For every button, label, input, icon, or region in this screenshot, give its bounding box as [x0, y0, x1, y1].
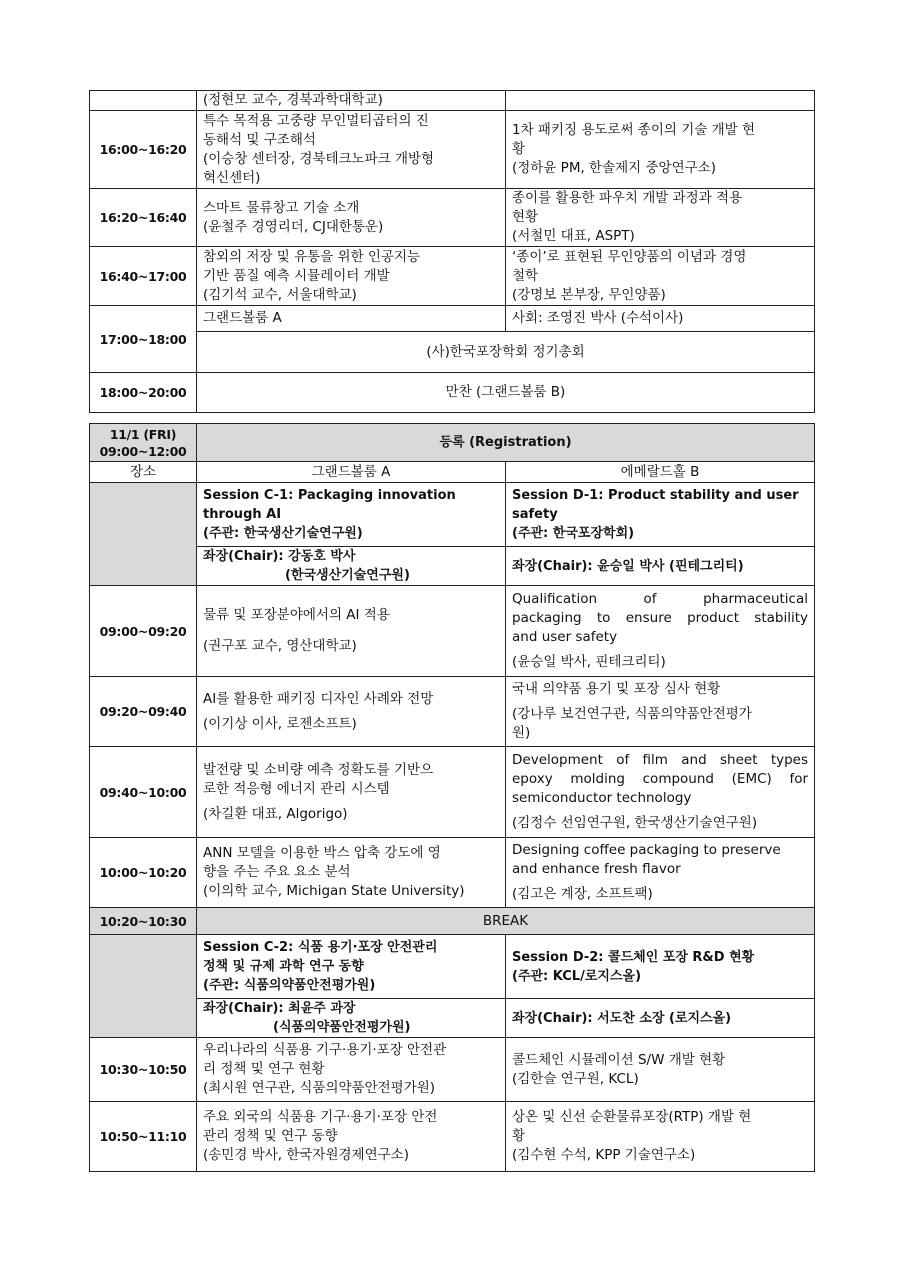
talk-cell: 발전량 및 소비량 예측 정확도를 기반으 로한 적응형 에너지 관리 시스템 (차길환 대표, Algorigo)	[197, 747, 506, 838]
host-cell: 사회: 조영진 박사 (수석이사)	[506, 306, 815, 332]
talk-cell: 스마트 물류창고 기술 소개 (윤철주 경영리더, CJ대한통운)	[197, 189, 506, 247]
talk-cell: Development of film and sheet types epoxy molding compound (EMC) for semiconductor technology (김정수 선임연구원, 한국생산기술연구원)	[506, 747, 815, 838]
talk-cell: (정현모 교수, 경북과학대학교)	[197, 91, 506, 111]
talk-cell	[506, 91, 815, 111]
schedule-table-nov1	[89, 423, 815, 1172]
session-c1-title: Session C-1: Packaging innovation through AI (주관: 한국생산기술연구원)	[197, 483, 506, 547]
session-d1-chair: 좌장(Chair): 윤승일 박사 (핀테그리티)	[506, 547, 815, 586]
session-d1-title: Session D-1: Product stability and user safety (주관: 한국포장학회)	[506, 483, 815, 547]
venue-right: 에메랄드홀 B	[506, 462, 815, 483]
session-time-cell	[90, 935, 197, 1038]
time-cell: 10:00~10:20	[90, 838, 197, 908]
time-cell: 18:00~20:00	[90, 373, 197, 413]
session-d2-title: Session D-2: 콜드체인 포장 R&D 현황 (주관: KCL/로지스올)	[506, 935, 815, 999]
session-c1-chair: 좌장(Chair): 강동호 박사 (한국생산기술연구원)	[197, 547, 506, 586]
time-cell: 10:20~10:30	[90, 908, 197, 935]
time-cell: 10:50~11:10	[90, 1102, 197, 1172]
talk-cell: 상온 및 신선 순환물류포장(RTP) 개발 현 황 (김수현 수석, KPP 기술연구소)	[506, 1102, 815, 1172]
talk-cell: 참외의 저장 및 유통을 위한 인공지능 기반 품질 예측 시뮬레이터 개발 (김기석 교수, 서울대학교)	[197, 247, 506, 306]
date-time-cell: 11/1 (FRI) 09:00~12:00	[90, 424, 197, 462]
talk-cell: 특수 목적용 고중량 무인멀티곱터의 진 동해석 및 구조해석 (이승창 센터장, 경북테크노파크 개방형 혁신센터)	[197, 111, 506, 189]
time-cell: 10:30~10:50	[90, 1038, 197, 1102]
venue-label: 장소	[90, 462, 197, 483]
schedule-table-oct31	[89, 90, 815, 413]
time-cell: 09:00~09:20	[90, 586, 197, 677]
talk-cell: ‘종이’로 표현된 무인양품의 이념과 경영 철학 (강명보 본부장, 무인양품)	[506, 247, 815, 306]
session-time-cell	[90, 483, 197, 586]
time-cell: 16:20~16:40	[90, 189, 197, 247]
venue-left: 그랜드볼룸 A	[197, 462, 506, 483]
talk-cell: ANN 모델을 이용한 박스 압축 강도에 영 향을 주는 주요 요소 분석 (이의학 교수, Michigan State University)	[197, 838, 506, 908]
talk-cell: 우리나라의 식품용 기구·용기·포장 안전관 리 정책 및 연구 현황 (최시원 연구관, 식품의약품안전평가원)	[197, 1038, 506, 1102]
time-cell: 16:00~16:20	[90, 111, 197, 189]
talk-cell: AI를 활용한 패키징 디자인 사례와 전망 (이기상 이사, 로젠소프트)	[197, 677, 506, 747]
session-c2-title: Session C-2: 식품 용기·포장 안전관리 정책 및 규제 과학 연구 동향 (주관: 식품의약품안전평가원)	[197, 935, 506, 999]
time-cell	[90, 91, 197, 111]
time-cell: 09:20~09:40	[90, 677, 197, 747]
time-cell: 16:40~17:00	[90, 247, 197, 306]
session-c2-chair: 좌장(Chair): 최윤주 과장 (식품의약품안전평가원)	[197, 999, 506, 1038]
talk-cell: 종이를 활용한 파우치 개발 과정과 적용 현황 (서철민 대표, ASPT)	[506, 189, 815, 247]
talk-cell: 주요 외국의 식품용 기구·용기·포장 안전 관리 정책 및 연구 동향 (송민경 박사, 한국자원경제연구소)	[197, 1102, 506, 1172]
session-d2-chair: 좌장(Chair): 서도찬 소장 (로지스올)	[506, 999, 815, 1038]
talk-cell: Designing coffee packaging to preserve and enhance fresh flavor (김고은 계장, 소프트팩)	[506, 838, 815, 908]
talk-cell: Qualification of pharmaceutical packaging to ensure product stability and user safety (윤승일 박사, 핀테크리티)	[506, 586, 815, 677]
talk-cell: 국내 의약품 용기 및 포장 심사 현황 (강나루 보건연구관, 식품의약품안전평가 원)	[506, 677, 815, 747]
room-cell: 그랜드볼룸 A	[197, 306, 506, 332]
talk-cell: 콜드체인 시뮬레이션 S/W 개발 현황 (김한슬 연구원, KCL)	[506, 1038, 815, 1102]
time-cell: 17:00~18:00	[90, 306, 197, 373]
banquet-cell: 만찬 (그랜드볼룸 B)	[197, 373, 815, 413]
registration-cell: 등록 (Registration)	[197, 424, 815, 462]
general-meeting-cell: (사)한국포장학회 정기총회	[197, 332, 815, 373]
talk-cell: 1차 패키징 용도로써 종이의 기술 개발 현 황 (정하윤 PM, 한솔제지 중앙연구소)	[506, 111, 815, 189]
break-cell: BREAK	[197, 908, 815, 935]
time-cell: 09:40~10:00	[90, 747, 197, 838]
talk-cell: 물류 및 포장분야에서의 AI 적용 (권구포 교수, 영산대학교)	[197, 586, 506, 677]
